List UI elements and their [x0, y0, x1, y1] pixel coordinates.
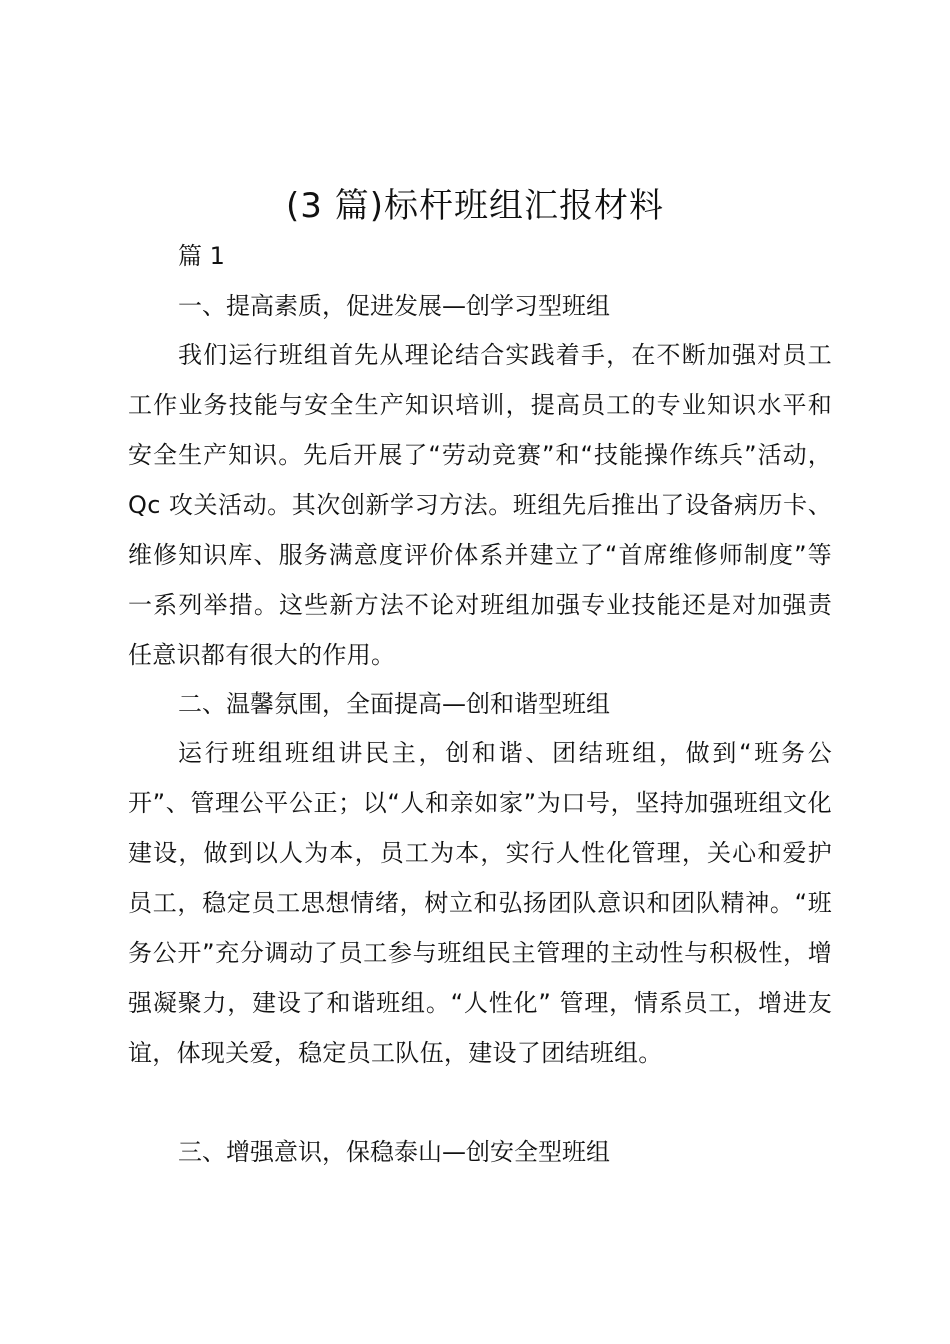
document-title: (3 篇)标杆班组汇报材料 — [286, 186, 664, 226]
section-3-heading: 三、增强意识，保稳泰山—创安全型班组 — [178, 1138, 610, 1166]
section-2-heading: 二、温馨氛围，全面提高—创和谐型班组 — [178, 690, 610, 718]
section-1-heading: 一、提高素质，促进发展—创学习型班组 — [178, 292, 610, 320]
part-label: 篇 1 — [178, 242, 225, 270]
section-2-paragraph: 运行班组班组讲民主，创和谐、团结班组，做到“班务公开”、管理公平公正；以“人和亲如家”为口号，坚持加强班组文化建设，做到以人为本，员工为本，实行人性化管理，关心和爱护员工，稳定员工思想情绪，树立和弘扬团队意识和团队精神。“班务公开”充分调动了员工参与班组民主管理的主动性与积极性，增强凝聚力，建设了和谐班组。“人性化” 管理，情系员工，增进友谊，体现关爱，稳定员工队伍，建设了团结班组。 — [128, 739, 832, 1067]
section-1-paragraph: 我们运行班组首先从理论结合实践着手，在不断加强对员工工作业务技能与安全生产知识培训，提高员工的专业知识水平和安全生产知识。先后开展了“劳动竞赛”和“技能操作练兵”活动，Qc 攻关活动。其次创新学习方法。班组先后推出了设备病历卡、维修知识库、服务满意度评价体系并建立了“首席维修师制度”等一系列举措。这些新方法不论对班组加强专业技能还是对加强责任意识都有很大的作用。 — [128, 341, 832, 669]
